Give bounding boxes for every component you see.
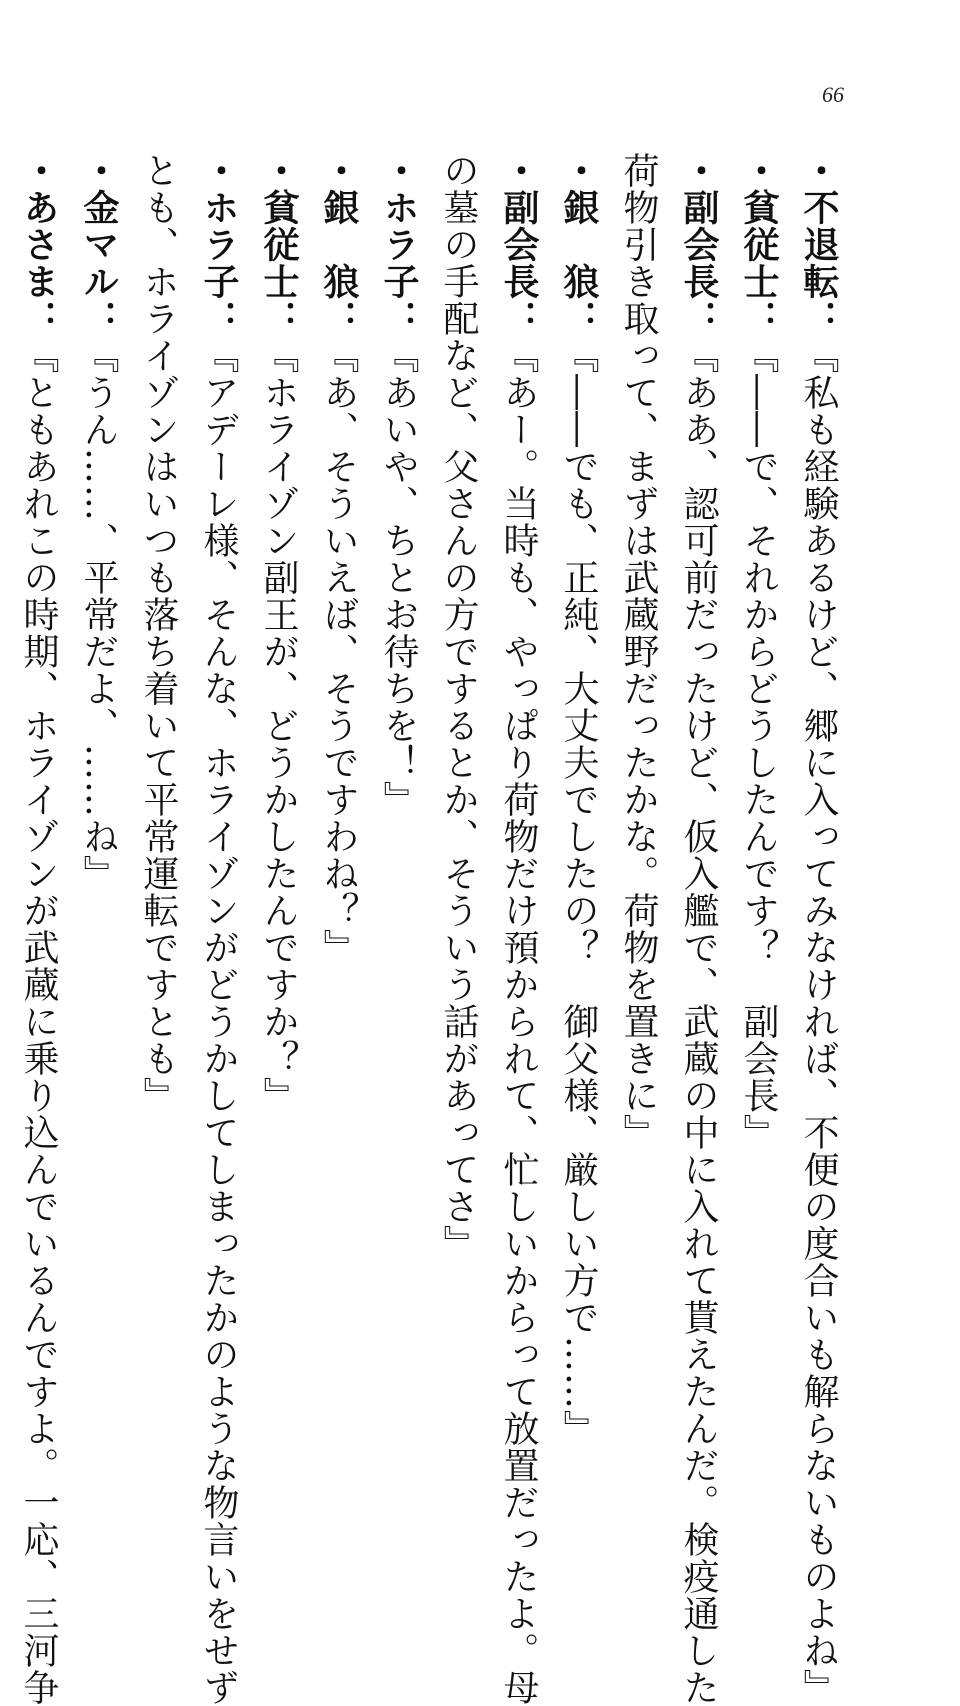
dialogue-text: 『私も経験あるけど、郷に入ってみなければ、不便の度合いも解らないものよね』 xyxy=(798,337,839,1706)
dialogue-text: 『あー。当時も、やっぱり荷物だけ預かられて、忙しいからって放置だったよ。母 xyxy=(498,337,539,1706)
text-line xyxy=(668,152,728,1706)
bullet: ・ xyxy=(558,152,599,189)
bullet: ・ xyxy=(258,152,299,189)
text-line xyxy=(428,152,488,1292)
dialogue-text: 荷物引き取って、まずは武蔵野だったかな。荷物を置きに』 xyxy=(618,152,659,1151)
speaker-separator: ： xyxy=(78,300,119,337)
speaker-name: ホラ子 xyxy=(198,189,239,300)
text-line xyxy=(488,152,548,1706)
dialogue-text: 『あ、そういえば、そうですわね？』 xyxy=(318,337,359,966)
text-line xyxy=(248,152,308,1292)
speaker-name: 銀 狼 xyxy=(318,189,359,300)
dialogue-text: 『うん……、平常だよ、……ね』 xyxy=(78,337,119,892)
speaker-name: 不退転 xyxy=(798,189,839,300)
bullet: ・ xyxy=(18,152,59,189)
dialogue-text: の墓の手配など、父さんの方でするとか、そういう話があってさ』 xyxy=(438,152,479,1262)
bullet: ・ xyxy=(378,152,419,189)
speaker-separator: ： xyxy=(558,300,599,337)
speaker-separator: ： xyxy=(498,300,539,337)
speaker-name: 貧従士 xyxy=(258,189,299,300)
dialogue-text: 『アデーレ様、そんな、ホライゾンがどうかしてしまったかのような物言いをせず xyxy=(198,337,239,1706)
bullet: ・ xyxy=(198,152,239,189)
text-line xyxy=(68,152,128,1292)
speaker-separator: ： xyxy=(18,300,59,337)
dialogue-text: 『ともあれこの時期、ホライゾンが武蔵に乗り込んでいるんですよ。一応、三河争 xyxy=(18,337,59,1706)
bullet: ・ xyxy=(738,152,779,189)
speaker-separator: ： xyxy=(258,300,299,337)
speaker-separator: ： xyxy=(738,300,779,337)
dialogue-text: 『ああ、認可前だったけど、仮入艦で、武蔵の中に入れて貰えたんだ。検疫通した xyxy=(678,337,719,1706)
text-line xyxy=(608,152,668,1292)
speaker-name: あさま xyxy=(18,189,59,300)
speaker-separator: ： xyxy=(198,300,239,337)
text-line xyxy=(728,152,788,1292)
text-line xyxy=(188,152,248,1706)
text-line xyxy=(8,152,68,1706)
speaker-name: 副会長 xyxy=(498,189,539,300)
text-line xyxy=(368,152,428,1292)
dialogue-text: 『あいや、ちとお待ちを！』 xyxy=(378,337,419,818)
speaker-separator: ： xyxy=(798,300,839,337)
text-line xyxy=(548,152,608,1447)
speaker-name: 金マル xyxy=(78,189,119,300)
bullet: ・ xyxy=(318,152,359,189)
speaker-name: 副会長 xyxy=(678,189,719,300)
bullet: ・ xyxy=(78,152,119,189)
dialogue-text: 『――で、それからどうしたんです？ 副会長』 xyxy=(738,337,779,1151)
speaker-separator: ： xyxy=(318,300,359,337)
speaker-separator: ： xyxy=(678,300,719,337)
text-line xyxy=(308,152,368,1292)
bullet: ・ xyxy=(498,152,539,189)
dialogue-text: とも、ホライゾンはいつも落ち着いて平常運転ですとも』 xyxy=(138,152,179,1114)
speaker-name: 銀 狼 xyxy=(558,189,599,300)
text-line xyxy=(788,152,848,1706)
bullet: ・ xyxy=(798,152,839,189)
dialogue-text: 『――でも、正純、大丈夫でしたの？ 御父様、厳しい方で……』 xyxy=(558,337,599,1447)
dialogue-text: 『ホライゾン副王が、どうかしたんですか？』 xyxy=(258,337,299,1114)
page-number: 66 xyxy=(822,82,844,107)
text-line xyxy=(0,152,8,1292)
text-line xyxy=(128,152,188,1292)
vertical-text-body xyxy=(18,152,848,1706)
speaker-name: 貧従士 xyxy=(738,189,779,300)
speaker-name: ホラ子 xyxy=(378,189,419,300)
speaker-separator: ： xyxy=(378,300,419,337)
bullet: ・ xyxy=(678,152,719,189)
